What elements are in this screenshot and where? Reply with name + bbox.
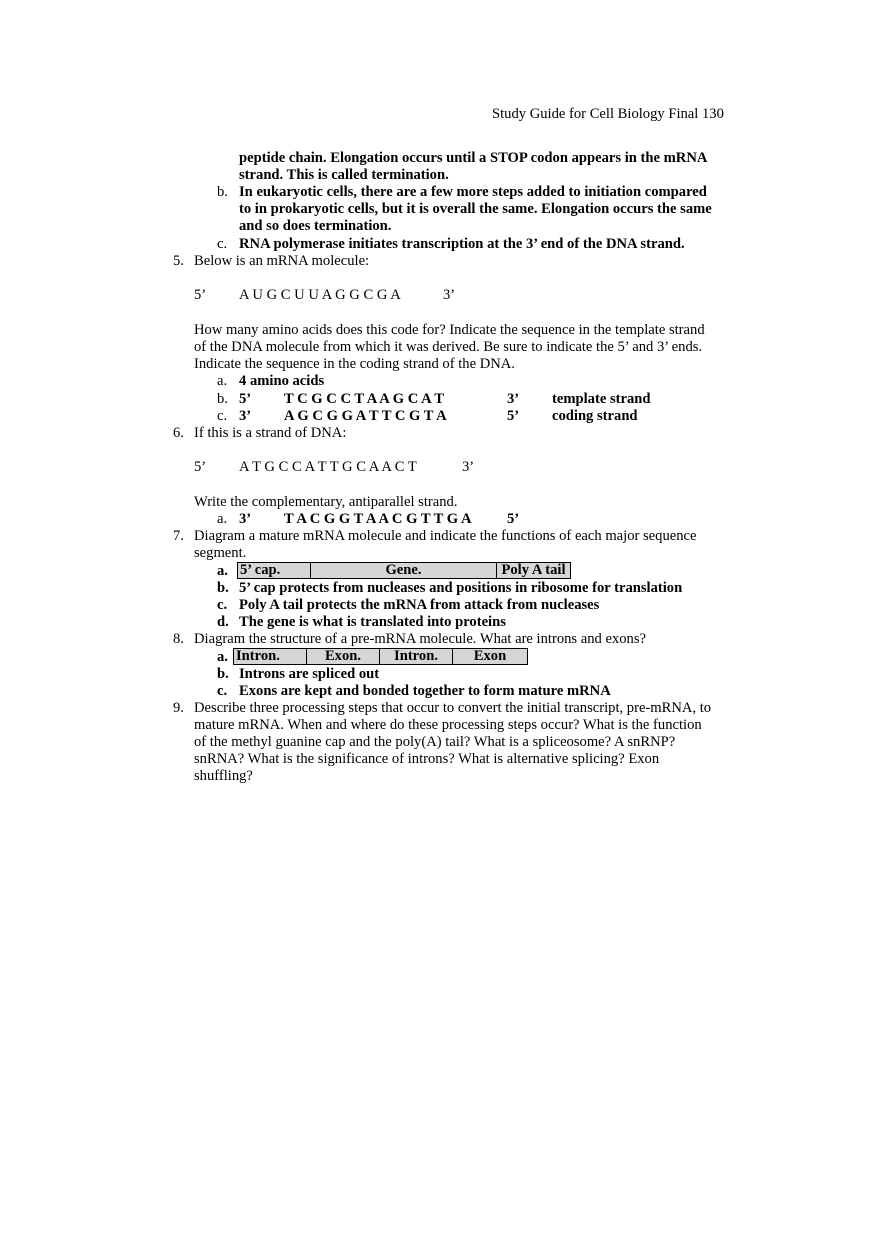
q6-para: Write the complementary, antiparallel strand. xyxy=(194,494,458,510)
q6-number: 6. xyxy=(173,425,184,441)
q9-text: mature mRNA. When and where do these processing steps occur? What is the function xyxy=(194,717,702,733)
q5-c-label: c. xyxy=(217,408,228,424)
q7-text: Diagram a mature mRNA molecule and indicate the functions of each major sequence xyxy=(194,528,697,544)
q5-template-sequence: T C G C C T A A G C A T xyxy=(284,391,444,407)
q5-b-start: 5’ xyxy=(239,391,252,407)
q8-c-label: c. xyxy=(217,683,228,699)
q5-para: Indicate the sequence in the coding strand of the DNA. xyxy=(194,356,515,372)
q4-b-line: and so does termination. xyxy=(239,218,392,234)
diagram-exon: Exon. xyxy=(307,649,380,664)
q7-a-label: a. xyxy=(217,563,228,579)
q5-a-label: a. xyxy=(217,373,228,389)
mature-mrna-diagram xyxy=(237,562,571,579)
q9-text: of the methyl guanine cap and the poly(A) tail? What is a spliceosome? A snRNP? xyxy=(194,734,676,750)
pre-mrna-diagram xyxy=(233,648,528,665)
q8-c-text: Exons are kept and bonded together to form mature mRNA xyxy=(239,683,611,699)
diagram-intron: Intron. xyxy=(380,649,453,664)
q7-d-label: d. xyxy=(217,614,229,630)
q7-b-label: b. xyxy=(217,580,229,596)
q6-a-start: 3’ xyxy=(239,511,252,527)
q8-b-text: Introns are spliced out xyxy=(239,666,380,682)
q9-text: shuffling? xyxy=(194,768,253,784)
q6-complement-sequence: T A C G G T A A C G T T G A xyxy=(284,511,472,527)
q5-mrna-sequence: A U G C U U A G G C G A xyxy=(239,287,401,303)
q4-b-line: to in prokaryotic cells, but it is overall the same. Elongation occurs the same xyxy=(239,201,712,217)
q7-c-label: c. xyxy=(217,597,228,613)
diagram-exon: Exon xyxy=(473,648,507,664)
q5-c-strand-name: coding strand xyxy=(552,408,638,424)
q6-seq-5prime: 5’ xyxy=(194,459,207,475)
q5-seq-5prime: 5’ xyxy=(194,287,207,303)
q5-para: How many amino acids does this code for? Indicate the sequence in the template strand xyxy=(194,322,705,338)
q5-b-label: b. xyxy=(217,391,228,407)
q4-b-line: In eukaryotic cells, there are a few more steps added to initiation compared xyxy=(239,184,707,200)
q9-text: Describe three processing steps that occur to convert the initial transcript, pre-mRNA, to xyxy=(194,700,712,716)
q9-number: 9. xyxy=(173,700,184,716)
diagram-intron: Intron. xyxy=(234,649,307,664)
q8-a-label: a. xyxy=(217,649,228,665)
q5-seq-3prime: 3’ xyxy=(443,287,456,303)
q4-b-label: b. xyxy=(217,184,228,200)
q6-dna-sequence: A T G C C A T T G C A A C T xyxy=(239,459,417,475)
q4-line: peptide chain. Elongation occurs until a STOP codon appears in the mRNA xyxy=(239,150,708,166)
q4-line: strand. This is called termination. xyxy=(239,167,449,183)
q4-c-text: RNA polymerase initiates transcription at the 3’ end of the DNA strand. xyxy=(239,236,685,252)
q7-number: 7. xyxy=(173,528,184,544)
q5-a-answer: 4 amino acids xyxy=(239,373,325,389)
q6-text: If this is a strand of DNA: xyxy=(194,425,347,441)
q6-a-end: 5’ xyxy=(507,511,520,527)
q8-text: Diagram the structure of a pre-mRNA molecule. What are introns and exons? xyxy=(194,631,646,647)
diagram-gene: Gene. xyxy=(311,563,497,578)
diagram-poly-a-tail: Poly A tail xyxy=(501,562,566,578)
q5-para: of the DNA molecule from which it was derived. Be sure to indicate the 5’ and 3’ ends. xyxy=(194,339,703,355)
page-header: Study Guide for Cell Biology Final 130 xyxy=(492,106,724,122)
diagram-5-cap: 5’ cap. xyxy=(238,563,311,578)
q6-seq-3prime: 3’ xyxy=(462,459,475,475)
q5-text: Below is an mRNA molecule: xyxy=(194,253,370,269)
q7-d-text: The gene is what is translated into proteins xyxy=(239,614,506,630)
q7-b-text: 5’ cap protects from nucleases and positions in ribosome for translation xyxy=(239,580,683,596)
q5-c-start: 3’ xyxy=(239,408,252,424)
q6-a-label: a. xyxy=(217,511,228,527)
q5-b-strand-name: template strand xyxy=(552,391,651,407)
q9-text: snRNA? What is the significance of introns? What is alternative splicing? Exon xyxy=(194,751,660,767)
q5-number: 5. xyxy=(173,253,184,269)
q8-number: 8. xyxy=(173,631,184,647)
q5-coding-sequence: A G C G G A T T C G T A xyxy=(284,408,447,424)
q7-text: segment. xyxy=(194,545,247,561)
q8-b-label: b. xyxy=(217,666,229,682)
q7-c-text: Poly A tail protects the mRNA from attack from nucleases xyxy=(239,597,600,613)
q4-c-label: c. xyxy=(217,236,228,252)
q5-c-end: 5’ xyxy=(507,408,520,424)
q5-b-end: 3’ xyxy=(507,391,520,407)
